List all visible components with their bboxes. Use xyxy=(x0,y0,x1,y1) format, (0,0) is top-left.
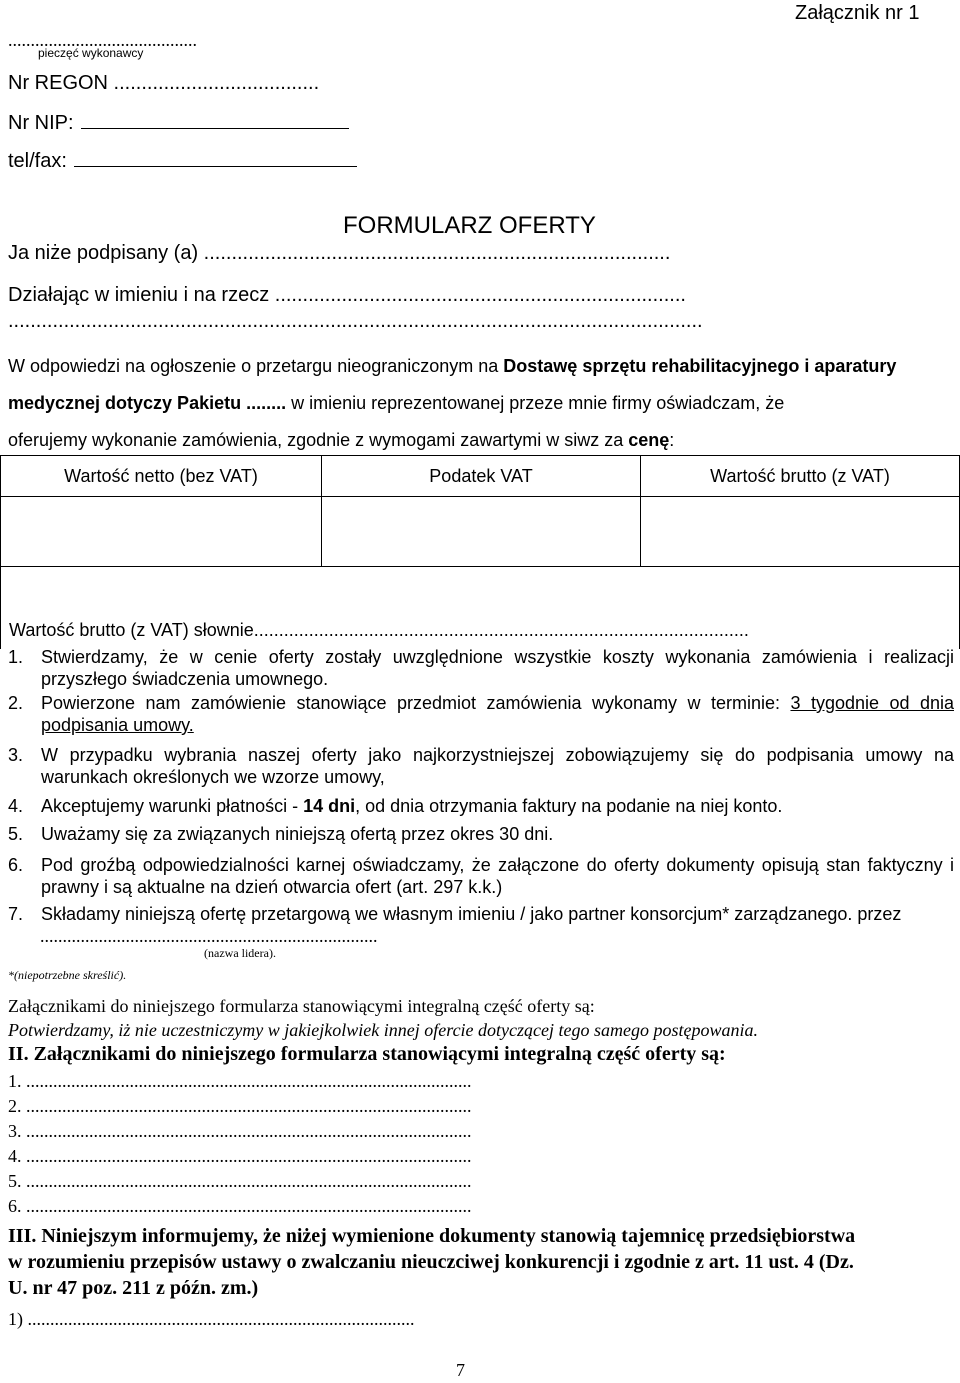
header-net-value: Wartość netto (bez VAT) xyxy=(1,456,322,497)
attachment-label: Załącznik nr 1 xyxy=(795,2,920,24)
confirm-line: Potwierdzamy, iż nie uczestniczymy w jakiejkolwiek innej ofercie dotyczącej tego samego postępowania. xyxy=(8,1020,758,1040)
attachment-line-4[interactable]: 4. ................................................................................................... xyxy=(8,1146,472,1166)
attachment-line-2[interactable]: 2. ................................................................................................... xyxy=(8,1096,472,1116)
header-gross-value: Wartość brutto (z VAT) xyxy=(641,456,960,497)
telfax-label: tel/fax: xyxy=(8,150,357,173)
gross-value-cell[interactable] xyxy=(641,497,960,567)
regon-field: Nr REGON ..................................... xyxy=(8,72,320,94)
section-3-line-1: III. Niniejszym informujemy, że niżej wymienione dokumenty stanowią tajemnicę przedsiębiorstwa xyxy=(8,1225,856,1247)
section-2-title: II. Załącznikami do niniejszego formularza stanowiącymi integralną część oferty są: xyxy=(8,1043,726,1065)
statement-6: 6. Pod groźbą odpowiedzialności karnej oświadczamy, że załączone do oferty dokumenty opisują stan faktyczny i prawny i są aktualne na dzień otwarcia ofert (art. 297 k.k.) xyxy=(8,855,954,897)
intro-line-3: oferujemy wykonanie zamówienia, zgodnie z wymogami zawartymi w siwz za cenę: xyxy=(8,430,675,450)
statement-2: 2. Powierzone nam zamówienie stanowiące przedmiot zamówienia wykonamy w terminie: 3 tygodnie od dnia podpisania umowy. xyxy=(8,693,954,735)
attachment-line-5[interactable]: 5. ................................................................................................... xyxy=(8,1171,472,1191)
nip-label: Nr NIP: xyxy=(8,112,349,135)
price-table xyxy=(0,455,960,649)
telfax-line xyxy=(74,166,357,167)
header-vat: Podatek VAT xyxy=(322,456,641,497)
attachment-line-3[interactable]: 3. ................................................................................................... xyxy=(8,1121,472,1141)
page-title: FORMULARZ OFERTY xyxy=(343,212,596,239)
leader-dots: ........................................................................... xyxy=(40,926,378,946)
page-number: 7 xyxy=(456,1360,465,1380)
acting-line: Działając w imieniu i na rzecz .......................................................................... xyxy=(8,284,686,306)
attachment-line-6[interactable]: 6. ................................................................................................... xyxy=(8,1196,472,1216)
secret-document-line-1[interactable]: 1) ...................................................................................... xyxy=(8,1309,415,1329)
statement-4: 4. Akceptujemy warunki płatności - 14 dni, od dnia otrzymania faktury na podanie na niej konto. xyxy=(8,796,783,816)
acting-continuation: ............................................................................................................................. xyxy=(8,310,703,332)
net-value-cell[interactable] xyxy=(1,497,322,567)
section-3-line-3: U. nr 47 poz. 211 z późn. zm.) xyxy=(8,1277,259,1299)
attachment-line-1[interactable]: 1. ................................................................................................... xyxy=(8,1071,472,1091)
vat-cell[interactable] xyxy=(322,497,641,567)
stamp-dots: .......................................... xyxy=(8,30,197,50)
attachments-line: Załącznikami do niniejszego formularza stanowiącymi integralną część oferty są: xyxy=(8,996,595,1016)
leader-label: (nazwa lidera). xyxy=(204,946,276,960)
intro-line-2: medycznej dotyczy Pakietu ........ w imieniu reprezentowanej przeze mnie firmy oświadczam, że xyxy=(8,393,785,413)
statement-3: 3. W przypadku wybrania naszej oferty jako najkorzystniejszej zobowiązujemy się do podpisania umowy na warunkach określonych we wzorze umowy, xyxy=(8,745,954,787)
statement-7: 7. Składamy niniejszą ofertę przetargową we własnym imieniu / jako partner konsorcjum* zarządzanego. przez xyxy=(8,904,902,924)
statement-5: 5. Uważamy się za związanych niniejszą ofertą przez okres 30 dni. xyxy=(8,824,554,844)
intro-line-1: W odpowiedzi na ogłoszenie o przetargu nieograniczonym na Dostawę sprzętu rehabilitacyjnego i aparatury xyxy=(8,356,897,376)
footnote: *(niepotrzebne skreślić). xyxy=(8,968,127,982)
signer-line: Ja niże podpisany (a) .................................................................................... xyxy=(8,242,671,264)
gross-in-words-cell[interactable]: Wartość brutto (z VAT) słownie................................................................................................... xyxy=(1,567,960,650)
section-3-line-2: w rozumieniu przepisów ustawy o zwalczaniu nieuczciwej konkurencji i zgodnie z art. 11 ust. 4 (Dz. xyxy=(8,1251,854,1273)
stamp-label: pieczęć wykonawcy xyxy=(38,46,144,60)
statement-1: 1. Stwierdzamy, że w cenie oferty zostały uwzględnione wszystkie koszty wykonania zamówienia i realizacji przyszłego świadczenia umownego. xyxy=(8,647,954,689)
nip-line xyxy=(81,128,349,129)
